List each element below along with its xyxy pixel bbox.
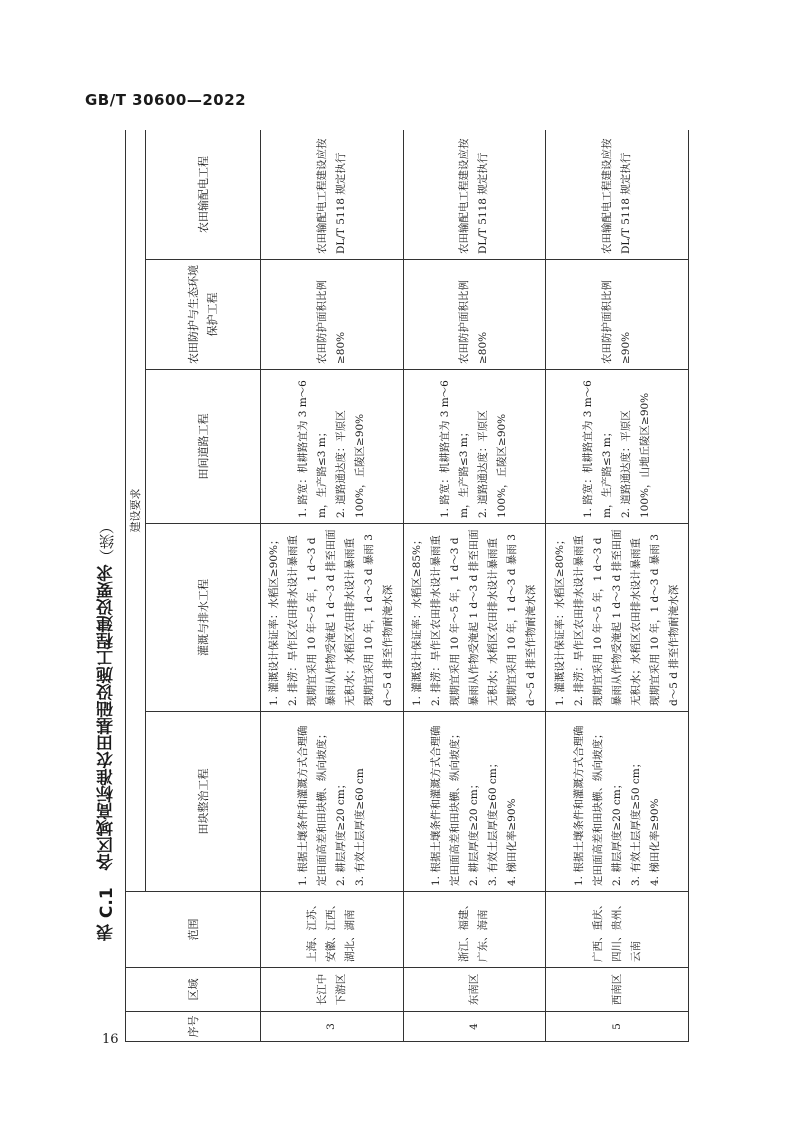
- header-seq: 序号: [126, 1012, 261, 1042]
- cell-scope: 上海、江苏、安徽、江西、湖北、湖南: [261, 892, 404, 968]
- cell-power: [403, 130, 546, 260]
- standard-code: GB/T 30600—2022: [85, 91, 247, 109]
- table-continued-label: （续）: [98, 519, 116, 565]
- cell-field: [403, 712, 546, 892]
- header-road: 田间道路工程: [146, 370, 261, 524]
- field-item: 2. 耕层厚度≥20 cm；: [467, 778, 480, 886]
- cell-protection: [261, 260, 404, 370]
- road-item: 1. 路宽：机耕路宜为 3 m～6 m，生产路≤3 m；: [582, 380, 614, 518]
- irrigation-item: 2. 排涝：旱作区农田排水设计暴雨重现期宜采用 10 年～5 年，1 d～3 d 暴雨从作物受淹起 1 d～3 d 排至田面无积水；水稻区农田排水设计暴雨重现期宜采用 10 年，1 d～3 d 暴雨 3 d～5 d 排至作物耐淹水深: [572, 529, 680, 706]
- road-item: 2. 道路通达度：平原区 100%，丘陵区≥90%: [334, 410, 366, 518]
- field-item: 4. 梯田化率≥90%: [505, 798, 518, 886]
- protection-item: 农田防护面积比例≥80%: [458, 280, 490, 364]
- field-item: 2. 耕层厚度≥20 cm；: [610, 778, 623, 886]
- requirements-table-rotated: [125, 130, 689, 1042]
- cell-field: [261, 712, 404, 892]
- header-protection: 农田防护与生态环境保护工程: [146, 260, 261, 370]
- page-number: 16: [102, 1032, 119, 1047]
- protection-item: 农田防护面积比例≥90%: [601, 280, 633, 364]
- header-region: 区域: [126, 968, 261, 1012]
- table-row: [403, 130, 546, 1042]
- header-field: 田块整治工程: [146, 712, 261, 892]
- table-title: 表 C.1 各区域高标准农田基础设施工程建设要求: [97, 564, 117, 941]
- road-item: 1. 路宽：机耕路宜为 3 m～6 m，生产路≤3 m；: [439, 380, 471, 518]
- power-item: 农田输配电工程建设应按 DL/T 5118 规定执行: [458, 138, 490, 254]
- table-row: [261, 130, 404, 1042]
- irrigation-item: 1. 灌溉设计保证率：水稻区≥85%；: [410, 534, 423, 706]
- protection-item: 农田防护面积比例≥80%: [315, 280, 347, 364]
- cell-protection: [546, 260, 689, 370]
- field-item: 3. 有效土层厚度≥60 cm: [353, 768, 366, 886]
- field-item: 1. 根据土壤条件和灌溉方式合理确定田面高差和田块横、纵向坡度；: [429, 725, 461, 886]
- table-row: [546, 130, 689, 1042]
- cell-region: 长江中下游区: [261, 968, 404, 1012]
- cell-irrigation: [546, 524, 689, 712]
- irrigation-item: 2. 排涝：旱作区农田排水设计暴雨重现期宜采用 10 年～5 年，1 d～3 d 暴雨从作物受淹起 1 d～3 d 排至田面无积水；水稻区农田排水设计暴雨重现期宜采用 10 年，1 d～3 d 暴雨 3 d～5 d 排至作物耐淹水深: [287, 529, 395, 706]
- power-item: 农田输配电工程建设应按 DL/T 5118 规定执行: [315, 138, 347, 254]
- field-item: 2. 耕层厚度≥20 cm；: [334, 778, 347, 886]
- cell-scope: 浙江、福建、广东、海南: [403, 892, 546, 968]
- cell-field: [546, 712, 689, 892]
- cell-scope: 广西、重庆、四川、贵州、云南: [546, 892, 689, 968]
- field-item: 3. 有效土层厚度≥50 cm；: [629, 757, 642, 886]
- road-item: 2. 道路通达度：平原区 100%，丘陵区≥90%: [477, 410, 509, 518]
- header-power: 农田输配电工程: [146, 130, 261, 260]
- requirements-table: [125, 130, 689, 1042]
- field-item: 4. 梯田化率≥90%: [648, 798, 661, 886]
- cell-power: [546, 130, 689, 260]
- cell-road: [546, 370, 689, 524]
- table-header-row-1: [126, 130, 146, 1042]
- field-item: 3. 有效土层厚度≥60 cm；: [486, 757, 499, 886]
- irrigation-item: 1. 灌溉设计保证率：水稻区≥90%；: [268, 534, 281, 706]
- table-body: [261, 130, 689, 1042]
- table-caption: [94, 420, 118, 1040]
- power-item: 农田输配电工程建设应按 DL/T 5118 规定执行: [601, 138, 633, 254]
- field-item: 1. 根据土壤条件和灌溉方式合理确定田面高差和田块横、纵向坡度；: [572, 725, 604, 886]
- field-item: 1. 根据土壤条件和灌溉方式合理确定田面高差和田块横、纵向坡度；: [296, 725, 328, 886]
- cell-region: 西南区: [546, 968, 689, 1012]
- cell-power: [261, 130, 404, 260]
- irrigation-item: 1. 灌溉设计保证率：水稻区≥80%；: [553, 534, 566, 706]
- cell-protection: [403, 260, 546, 370]
- cell-seq: 3: [261, 1012, 404, 1042]
- cell-irrigation: [261, 524, 404, 712]
- irrigation-item: 2. 排涝：旱作区农田排水设计暴雨重现期宜采用 10 年～5 年，1 d～3 d 暴雨从作物受淹起 1 d～3 d 排至田面无积水；水稻区农田排水设计暴雨重现期宜采用 10 年，1 d～3 d 暴雨 3 d～5 d 排至作物耐淹水深: [429, 529, 537, 706]
- header-irrigation: 灌溉与排水工程: [146, 524, 261, 712]
- header-scope: 范围: [126, 892, 261, 968]
- cell-seq: 5: [546, 1012, 689, 1042]
- requirements-table-wrapper: [125, 130, 689, 1042]
- header-group: 建设要求: [126, 130, 146, 892]
- cell-region: 东南区: [403, 968, 546, 1012]
- road-item: 2. 道路通达度：平原区 100%，山地丘陵区≥90%: [620, 392, 652, 518]
- road-item: 1. 路宽：机耕路宜为 3 m～6 m，生产路≤3 m；: [296, 380, 328, 518]
- cell-road: [261, 370, 404, 524]
- cell-road: [403, 370, 546, 524]
- cell-seq: 4: [403, 1012, 546, 1042]
- cell-irrigation: [403, 524, 546, 712]
